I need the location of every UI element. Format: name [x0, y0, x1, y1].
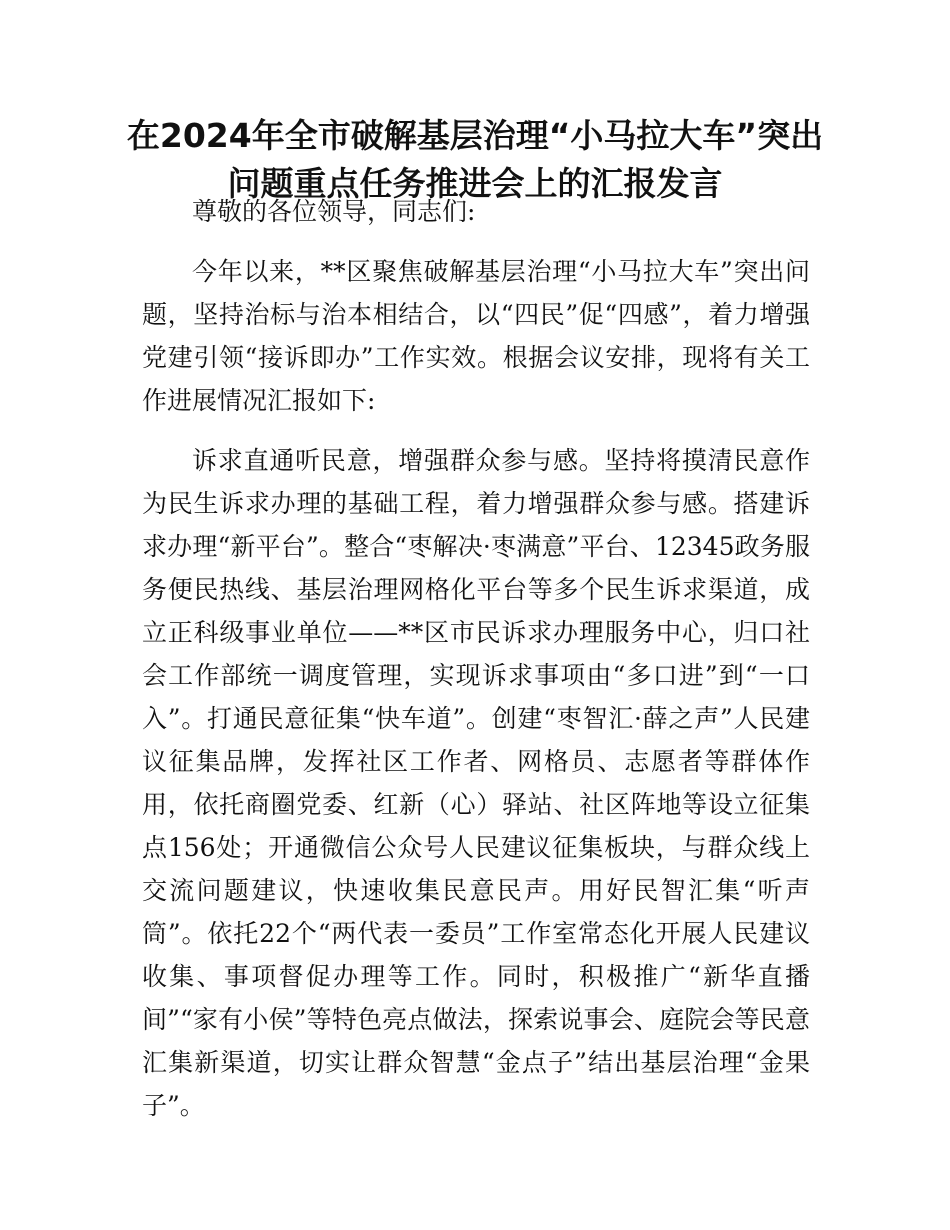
section-paragraph-1: 诉求直通听民意，增强群众参与感。坚持将摸清民意作为民生诉求办理的基础工程，着力增强群众参与感。搭建诉求办理“新平台”。整合“枣解决·枣满意”平台、12345政务服务便民热线、基层治理网格化平台等多个民生诉求渠道，成立正科级事业单位——**区市民诉求办理服务中心，归口社会工作部统一调度管理，实现诉求事项由“多口进”到“一口入”。打通民意征集“快车道”。创建“枣智汇·薛之声”人民建议征集品牌，发挥社区工作者、网格员、志愿者等群体作用，依托商圈党委、红新（心）驿站、社区阵地等设立征集点156处；开通微信公众号人民建议征集板块，与群众线上交流问题建议，快速收集民意民声。用好民智汇集“听声筒”。依托22个“两代表一委员”工作室常态化开展人民建议收集、事项督促办理等工作。同时，积极推广“新华直播间”“家有小侯”等特色亮点做法，探索说事会、庭院会等民意汇集新渠道，切实让群众智慧“金点子”结出基层治理“金果子”。: [142, 446, 810, 1120]
intro-paragraph: 今年以来，**区聚焦破解基层治理“小马拉大车”突出问题，坚持治标与治本相结合，以“四民”促“四感”，着力增强党建引领“接诉即办”工作实效。根据会议安排，现将有关工作进展情况汇报如下:: [142, 257, 810, 415]
document-body: [142, 190, 810, 1127]
salutation: 尊敬的各位领导，同志们:: [192, 197, 476, 226]
document-title: 在2024年全市破解基层治理“小马拉大车”突出问题重点任务推进会上的汇报发言: [126, 116, 824, 203]
